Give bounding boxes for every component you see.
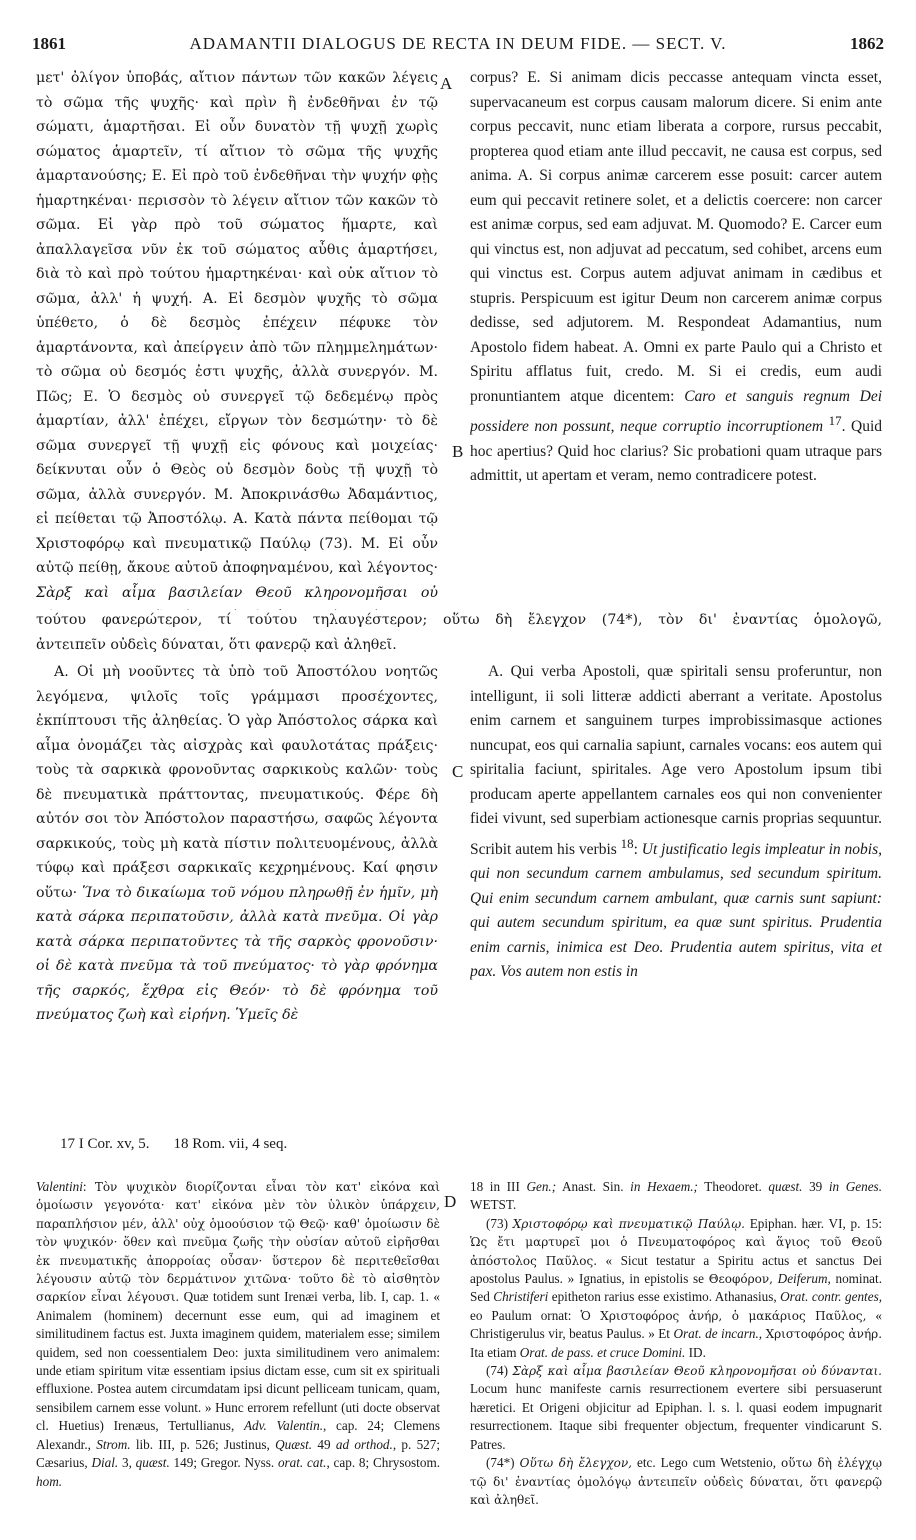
page-number-right: 1862 [850,34,884,53]
margin-letter-d: D [444,1192,457,1211]
note-text: Theodoret. [697,1179,769,1194]
note-73 [470,1215,882,1362]
note-text: : [82,1179,95,1194]
margin-letter-c: C [452,762,464,781]
note-greek: Ὁ Χριστοφόρος ἀνήρ, ὁ μακάριος Παῦλος, [580,1308,867,1323]
page-number-left: 1861 [32,34,66,53]
greek-column-upper [36,66,438,610]
note-italic: Christiferi [493,1289,549,1305]
note-text: etc. Lego cum Wetstenio, [631,1455,782,1471]
note-text: « Sicut testatur a Spiritu actus et sanctus Dei apostolus Paulus. » Ignatius, in epistolis se [470,1252,882,1287]
note-italic: ad orthod. [335,1436,393,1452]
note-text: lib. III, p. 526; Justinus, [130,1436,276,1452]
note-italic: Orat. de pass. et cruce Domini. [519,1344,686,1360]
greek-paragraph-1 [36,66,438,610]
note-text: , p. 527; Cæsarius, [36,1436,440,1471]
note-italic: hom. [36,1473,63,1489]
latin-quote-1: Caro et sanguis regnum Dei possidere non possunt, neque corruptio incorruptionem [470,387,882,436]
note-text: epitheton rarius esse existimo. Athanasius, [548,1289,781,1305]
greek-text-2: Α. Οἱ μὴ νοοῦντες τὰ ὑπὸ τοῦ Ἀποστόλου νοητῶς λεγόμενα, ψιλοῖς τοῖς γράμμασι προσέχοντες, ἐκπίπτουσι τῆς ἀληθείας. Ὁ γὰρ Ἀπόστολος σάρκα καὶ αἷμα ὀνομάζει τὰς αἰσχρὰς καὶ φαυλοτάτας πράξεις· τοὺς τὰ σαρκικὰ φρονοῦντας σαρκικοὺς καλῶν· τοὺς δὲ πνευματικὰ πράττοντας, πνευματικούς. Φέρε δὴ αὐτόν σοι τὸν Ἀπόστολον παραστήσω, σαφῶς λέγοντα σαρκικούς, τοὺς μὴ κατὰ πίστιν πολιτευομένους, ἀλλὰ τύφῳ καὶ πράξεσι σαρκικαῖς κεχρημένους. Καί φησιν οὕτω· [36,664,438,901]
note-italic: in Hexaem.; [630,1179,698,1194]
note-continuation [470,1178,882,1215]
note-greek: Χριστοφόρῳ καὶ πνευματικῷ Παύλῳ. [512,1216,745,1231]
note-greek: Ὡς ἔτι μαρτυρεῖ μοι ὁ Πνευματοφόρος καὶ ἅγιος τοῦ Θεοῦ ἀπόστολος Παῦλος. [470,1235,882,1268]
greek-text-1: μετ' ὀλίγον ὑποβάς, αἴτιον πάντων τῶν κακῶν λέγεις τὸ σῶμα τῆς ψυχῆς· καὶ πρὶν ἢ ἐνδεθῆναι ἐν τῷ σώματι, ἁμαρτῆσαι. Εἰ οὖν δυνατὸν τῇ ψυχῇ χωρὶς σώματος ἁμαρτεῖν, τί αἴτιον τὸ σῶμα τῆς ψυχῆς ἁμαρτανούσης; Ε. Εἰ πρὸ τοῦ ἐνδεθῆναι τὴν ψυχήν φῂς ἡμαρτηκέναι· περισσὸν τὸ λέγειν αἴτιον τῶν κακῶν τὸ σῶμα. Εἰ γὰρ πρὸ τοῦ σώματος ἥμαρτε, καὶ ἀπαλλαγεῖσα νῦν ἐκ τοῦ σώματος αὖθις ἁμαρτήσει, διὰ τὸ καὶ πρὸ τούτου ἡμαρτηκέναι· καὶ οὐκ αἴτιον τὸ σῶμα, ἀλλ' ἡ ψυχή. Α. Εἰ δεσμὸν ψυχῆς τὸ σῶμα ὑπέθετο, ὁ δὲ δεσμὸς ἐπέχειν πέφυκε τὸν ἁμαρτάνοντα, καὶ ἀπείργειν ἀπὸ τῶν πλημμελημάτων· τὸ σῶμα οὐ δεσμός ἐστι ψυχῆς, ἀλλὰ συνεργόν. Μ. Πῶς; Ε. Ὁ δεσμὸς οὐ συνεργεῖ τῷ δεδεμένῳ πρὸς ἁμαρτίαν, ἀλλ' ἐπέχει, εἴργων τὸν δεσμώτην· τὸ δὲ σῶμα συνεργεῖ τῇ ψυχῇ εἰς φόνους καὶ μοιχείας· δείκνυται οὖν ὁ Θεὸς οὐ δεσμὸν δοὺς τῇ ψυχῇ τὸ σῶμα, ἀλλὰ συνεργόν. Μ. Ἀποκρινάσθω Ἀδαμάντιος, εἰ πείθεται τῷ Ἀποστόλῳ. Α. Κατὰ πάντα πείθομαι τῷ Χριστοφόρῳ καὶ πνευματικῷ Παύλῳ (73). Μ. Εἰ οὖν αὐτῷ πείθῃ, ἄκουε αὐτοῦ ἀποφηναμένου, καὶ λέγοντος· [36,70,438,576]
footnote-17: 17 I Cor. xv, 5. [60,1136,150,1152]
note-text: , cap. 8; Chrysostom. [326,1455,440,1471]
latin-column-lower [470,660,882,1116]
note-text: « Christigerulus vir, beatus Paulus. » Et [470,1307,882,1342]
footnote-marker-17: 17 [828,413,842,428]
greek-paragraph-2 [36,660,438,1028]
note-italic: in Genes. [828,1179,882,1194]
note-greek: Οὕτω δὴ ἔλεγχον, [519,1456,632,1471]
note-text: (74) [486,1363,513,1379]
note-74-star [470,1454,882,1509]
note-greek: Θεοφόρον, [708,1272,773,1287]
note-greek: Τὸν ψυχικὸν διορίζονται εἶναι τὸν κατ' εἰκόνα καὶ ὁμοίωσιν γεγονότα· κατ' εἰκόνα μὲν τὸν ὑλικὸν ὑπάρχειν, παραπλήσιον μέν, ἀλλ' οὐχ ὁμοούσιον τῷ Θεῷ· καθ' ὁμοίωσιν δὲ τὸν ψυχικόν· ὅθεν καὶ πνεῦμα ζωῆς τὴν οὐσίαν αὐτοῦ εἰρῆσθαι ἐκ πνευματικῆς ἀπορροίας οὖσαν· ὕστερον δὲ περιτεθεῖσθαι λέγουσιν αὐτῷ τὸν δερμάτινον χιτῶνα· τοῦτο δὲ τὸ αἰσθητὸν σαρκίον εἶναι λέγουσι. [36,1180,440,1305]
greek-wide-lines [36,608,882,657]
latin-paragraph-1 [470,66,882,489]
running-head [32,34,884,58]
note-italic: quæst. [135,1455,170,1471]
note-italic: Deiferum, [772,1271,831,1287]
note-italic: Dial. [91,1455,119,1471]
note-italic: Orat. contr. gentes, [780,1289,882,1305]
latin-text-2: A. Qui verba Apostoli, quæ spiritali sensu proferuntur, non intelligunt, ii soli litteræ addicti aberrant a veritate. Apostolus enim carnem et sanguinem turpes improbissimasque actiones nuncupat, eos qui carnalia sapiunt, carnales vocans: eos autem qui spiritalia faciunt, spiritales. Age vero Apostolum ipsum tibi producam aperte appellantem carnales eos qui non convenienter fidei vivunt, sed superbiam actionesque carnis proprias sequuntur. Scribit autem his verbis [470,663,882,858]
note-italic: orat. cat. [277,1455,327,1471]
footnote-18: 18 Rom. vii, 4 seq. [173,1136,288,1152]
note-valentini [36,1178,440,1491]
margin-letter-b: B [452,442,464,461]
note-text: Anast. Sin. [556,1179,631,1194]
note-greek: Χριστοφόρος ἀνήρ. [765,1327,882,1342]
note-italic: Strom. [96,1436,131,1452]
note-text: 18 in III [470,1179,527,1194]
note-greek: οὕτω δὴ ἐλέγχῳ τῷ δι' ἐναντίας ὁμολόγῳ ἀντειπεῖν οὐδεὶς δύναται, ὅτι φανερῷ καὶ ἀληθεῖ. [470,1456,882,1507]
note-text: WETST. [470,1197,517,1213]
latin-paragraph-2: A. Qui verba Apostoli, quæ spiritali sensu proferuntur, non intelligunt, ii soli litteræ addicti aberrant a veritate. Apostolus enim carnem et sanguinem turpes improbissimasque actiones nuncupat, eos qui carnalia sapiunt, carnales vocans: eos autem qui spiritalia faciunt, spiritales. Age vero Apostolum ipsum tibi producam aperte appellantem carnales eos qui non convenienter fidei vivunt, sed superbiam actionesque carnis proprias sequuntur. Scribit autem his verbis $^{18}$: Ut justificatio legis impleatur in nobis, qui non secundum carnem ambulamus, sed secundum spiritum. Qui enim secundum carnem ambulant, quæ carnis sunt sapiunt: qui autem secundum spiritum, ea quæ sunt spiritus. Prudentia enim carnis, inimica est Deo. Prudentia autem spiritus, vita et pax. Vos autem non estis in [470,663,882,981]
greek-wide-line-1: τούτου φανερώτερον, τί τούτου τηλαυγέστερον; οὕτω δὴ ἔλεγχον (74*), τὸν δι' ἐναντίας ὁμολογῶ, [36,612,882,628]
note-italic: Gen.; [526,1179,557,1194]
note-italic: Valentini [36,1179,83,1194]
latin-quote-2: Ut justificatio legis impleatur in nobis, qui non secundum carnem ambulamus, sed secundum spiritum. Qui enim secundum carnem ambulant, quæ carnis sunt sapiunt: qui autem secundum spiritum, ea quæ sunt spiritus. Prudentia enim carnis, inimica est Deo. Prudentia autem spiritus, vita et pax. Vos autem non estis in [470,840,882,981]
notes-left-column [36,1178,440,1518]
notes-right-column [470,1178,882,1518]
greek-wide-line-2: ἀντειπεῖν οὐδεὶς δύναται, ὅτι φανερῷ καὶ ἀληθεῖ. [36,636,397,653]
note-text: Epiphan. hær. VI, p. 15: [744,1215,882,1231]
scripture-references [60,1136,287,1153]
note-text: ID. [685,1344,706,1360]
latin-column-upper [470,66,882,610]
running-title: ADAMANTII DIALOGUS DE RECTA IN DEUM FIDE. — SECT. V. [189,34,727,53]
note-text: 3, [118,1455,136,1471]
greek-column-lower [36,660,438,1116]
note-italic: Adv. Valentin. [243,1418,323,1434]
greek-quote-2: Ἵνα τὸ δικαίωμα τοῦ νόμου πληρωθῇ ἐν ἡμῖν, μὴ κατὰ σάρκα περιπατοῦσιν, ἀλλὰ κατὰ πνεῦμα. Οἱ γὰρ κατὰ σάρκα περιπατοῦντες τὰ τῆς σαρκὸς φρονοῦσιν· οἱ δὲ κατὰ πνεῦμα τὰ τοῦ πνεύματος· τὸ γὰρ φρόνημα τῆς σαρκός, ἔχθρα εἰς Θεόν· τὸ δὲ φρόνημα τοῦ πνεύματος ζωὴ καὶ εἰρήνη. Ὑμεῖς δὲ [36,884,438,1023]
note-text: Ita etiam [470,1344,520,1360]
note-italic: Orat. de incarn., [673,1326,763,1342]
note-italic: Quæst. [275,1436,313,1452]
note-text: 149; Gregor. Nyss. [169,1455,278,1471]
greek-quote-1: Σὰρξ καὶ αἷμα βασιλείαν Θεοῦ κληρονομῆσαι οὐ [36,584,438,601]
note-text: eo Paulum ornat: [470,1307,581,1323]
note-text: nominat. Sed [470,1271,882,1305]
note-greek: Σὰρξ καὶ αἷμα βασιλείαν Θεοῦ κληρονομῆσαι οὐ δύνανται. [512,1364,882,1379]
note-text: 39 [802,1179,829,1194]
note-text: (73) [486,1215,513,1231]
latin-text-1b: . Quid hoc apertius? Quid hoc clarius? Sic probationi quam utraque pars admittit, ut apertam et veram, nemo contradicere potest. [470,418,882,485]
margin-letter-a: A [440,74,453,93]
latin-text-1: corpus? E. Si animam dicis peccasse antequam vincta esset, supervacaneum est corpus causam malorum dicere. Si enim ante corpus peccavit, nunc etiam liberata a corpore, rursus peccabit, propterea quod etiam ante illud peccavit, ne causa est corpus, sed anima. A. Si corpus animæ carcerem esse posuit: carcer autem eum qui peccavit retinere solet, et a delictis coercere: non carcer est animæ corpus, sed eam adjuvat. M. Quomodo? E. Carcer eum qui vinctus est, non adjuvat ad peccatum, sed cohibet, arcens eum qui vinctus est. Corpus autem adjuvat animam in cædibus et stupris. Perspicuum est igitur Deum non carcerem animæ corpus dedisse, sed adjutorem. M. Respondeat Adamantius, num Apostolo fidem habeat. A. Omni ex parte Paulo qui a Christo et Spiritu afflatus fuit, credo. M. Si ei credis, eum audi pronuntiantem atque dicentem: [470,69,882,405]
note-74 [470,1362,882,1454]
footnote-marker-18: 18 [620,835,634,851]
note-text: Locum hunc manifeste carnis resurrectionem evertere sibi persuaserunt hæretici. Et Origeni objicitur ad Epiphan. l. s. l. quasi eodem impugnarit resurrectionem. Itaque sibi frequenter objectum, frequenter vindicarunt S. Patres. [470,1381,882,1452]
note-text: Quæ totidem sunt Irenæi verba, lib. I, cap. 1. « Animalem (hominem) decernunt esse eum, qui ad imaginem et similitudinem factus est. Juxta imaginem quidem, materialem esse; similem quidem, sed non coessentialem Deo: juxta similitudinem vero animalem: unde etiam spiritum vitæ essentiam ipsius dictam esse, cum sit ex spirituali effluxione. Postea autem circumdatam ipsi dicunt pelliceam tunicam, quam, sensibilem carnem esse volunt. » Hunc errorem refellunt (uti docte observat cl. Huetius) Irenæus, Tertullianus, [36,1289,440,1434]
note-text: , cap. 24; Clemens Alexandr., [36,1418,440,1452]
note-text: 49 [312,1436,336,1452]
note-text: (74*) [486,1455,520,1471]
note-italic: quæst. [768,1179,803,1194]
